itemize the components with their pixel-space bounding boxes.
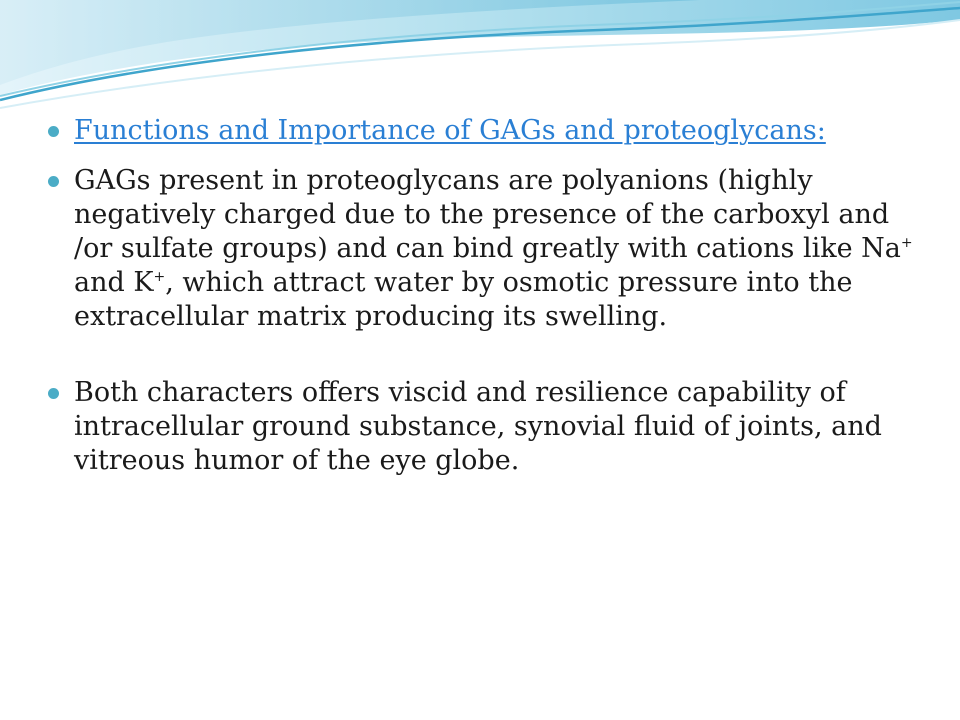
paragraph-1-text-part-1: GAGs present in proteoglycans are polyanions (highly negatively charged due to the presence of the carboxyl and /or sulfate groups) and can bind greatly with cations like Na — [74, 165, 901, 264]
paragraph-1-text-part-2: and K — [74, 267, 154, 298]
bullet-heading — [48, 114, 918, 148]
bullet-paragraph-2 — [48, 376, 918, 478]
slide-content — [48, 114, 918, 478]
bullet-icon — [48, 126, 59, 137]
paragraph-2-text: Both characters offers viscid and resilience capability of intracellular ground substance, synovial fluid of joints, and vitreous humor of the eye globe. — [74, 377, 882, 476]
bullet-icon — [48, 176, 59, 187]
heading-link[interactable]: Functions and Importance of GAGs and proteoglycans: — [74, 115, 826, 146]
bullet-icon — [48, 388, 59, 399]
bullet-paragraph-1 — [48, 164, 918, 334]
superscript-plus-2: + — [153, 269, 166, 285]
superscript-plus-1: + — [900, 235, 913, 251]
paragraph-1-text-part-3: , which attract water by osmotic pressure into the extracellular matrix producing its swelling. — [74, 267, 853, 332]
